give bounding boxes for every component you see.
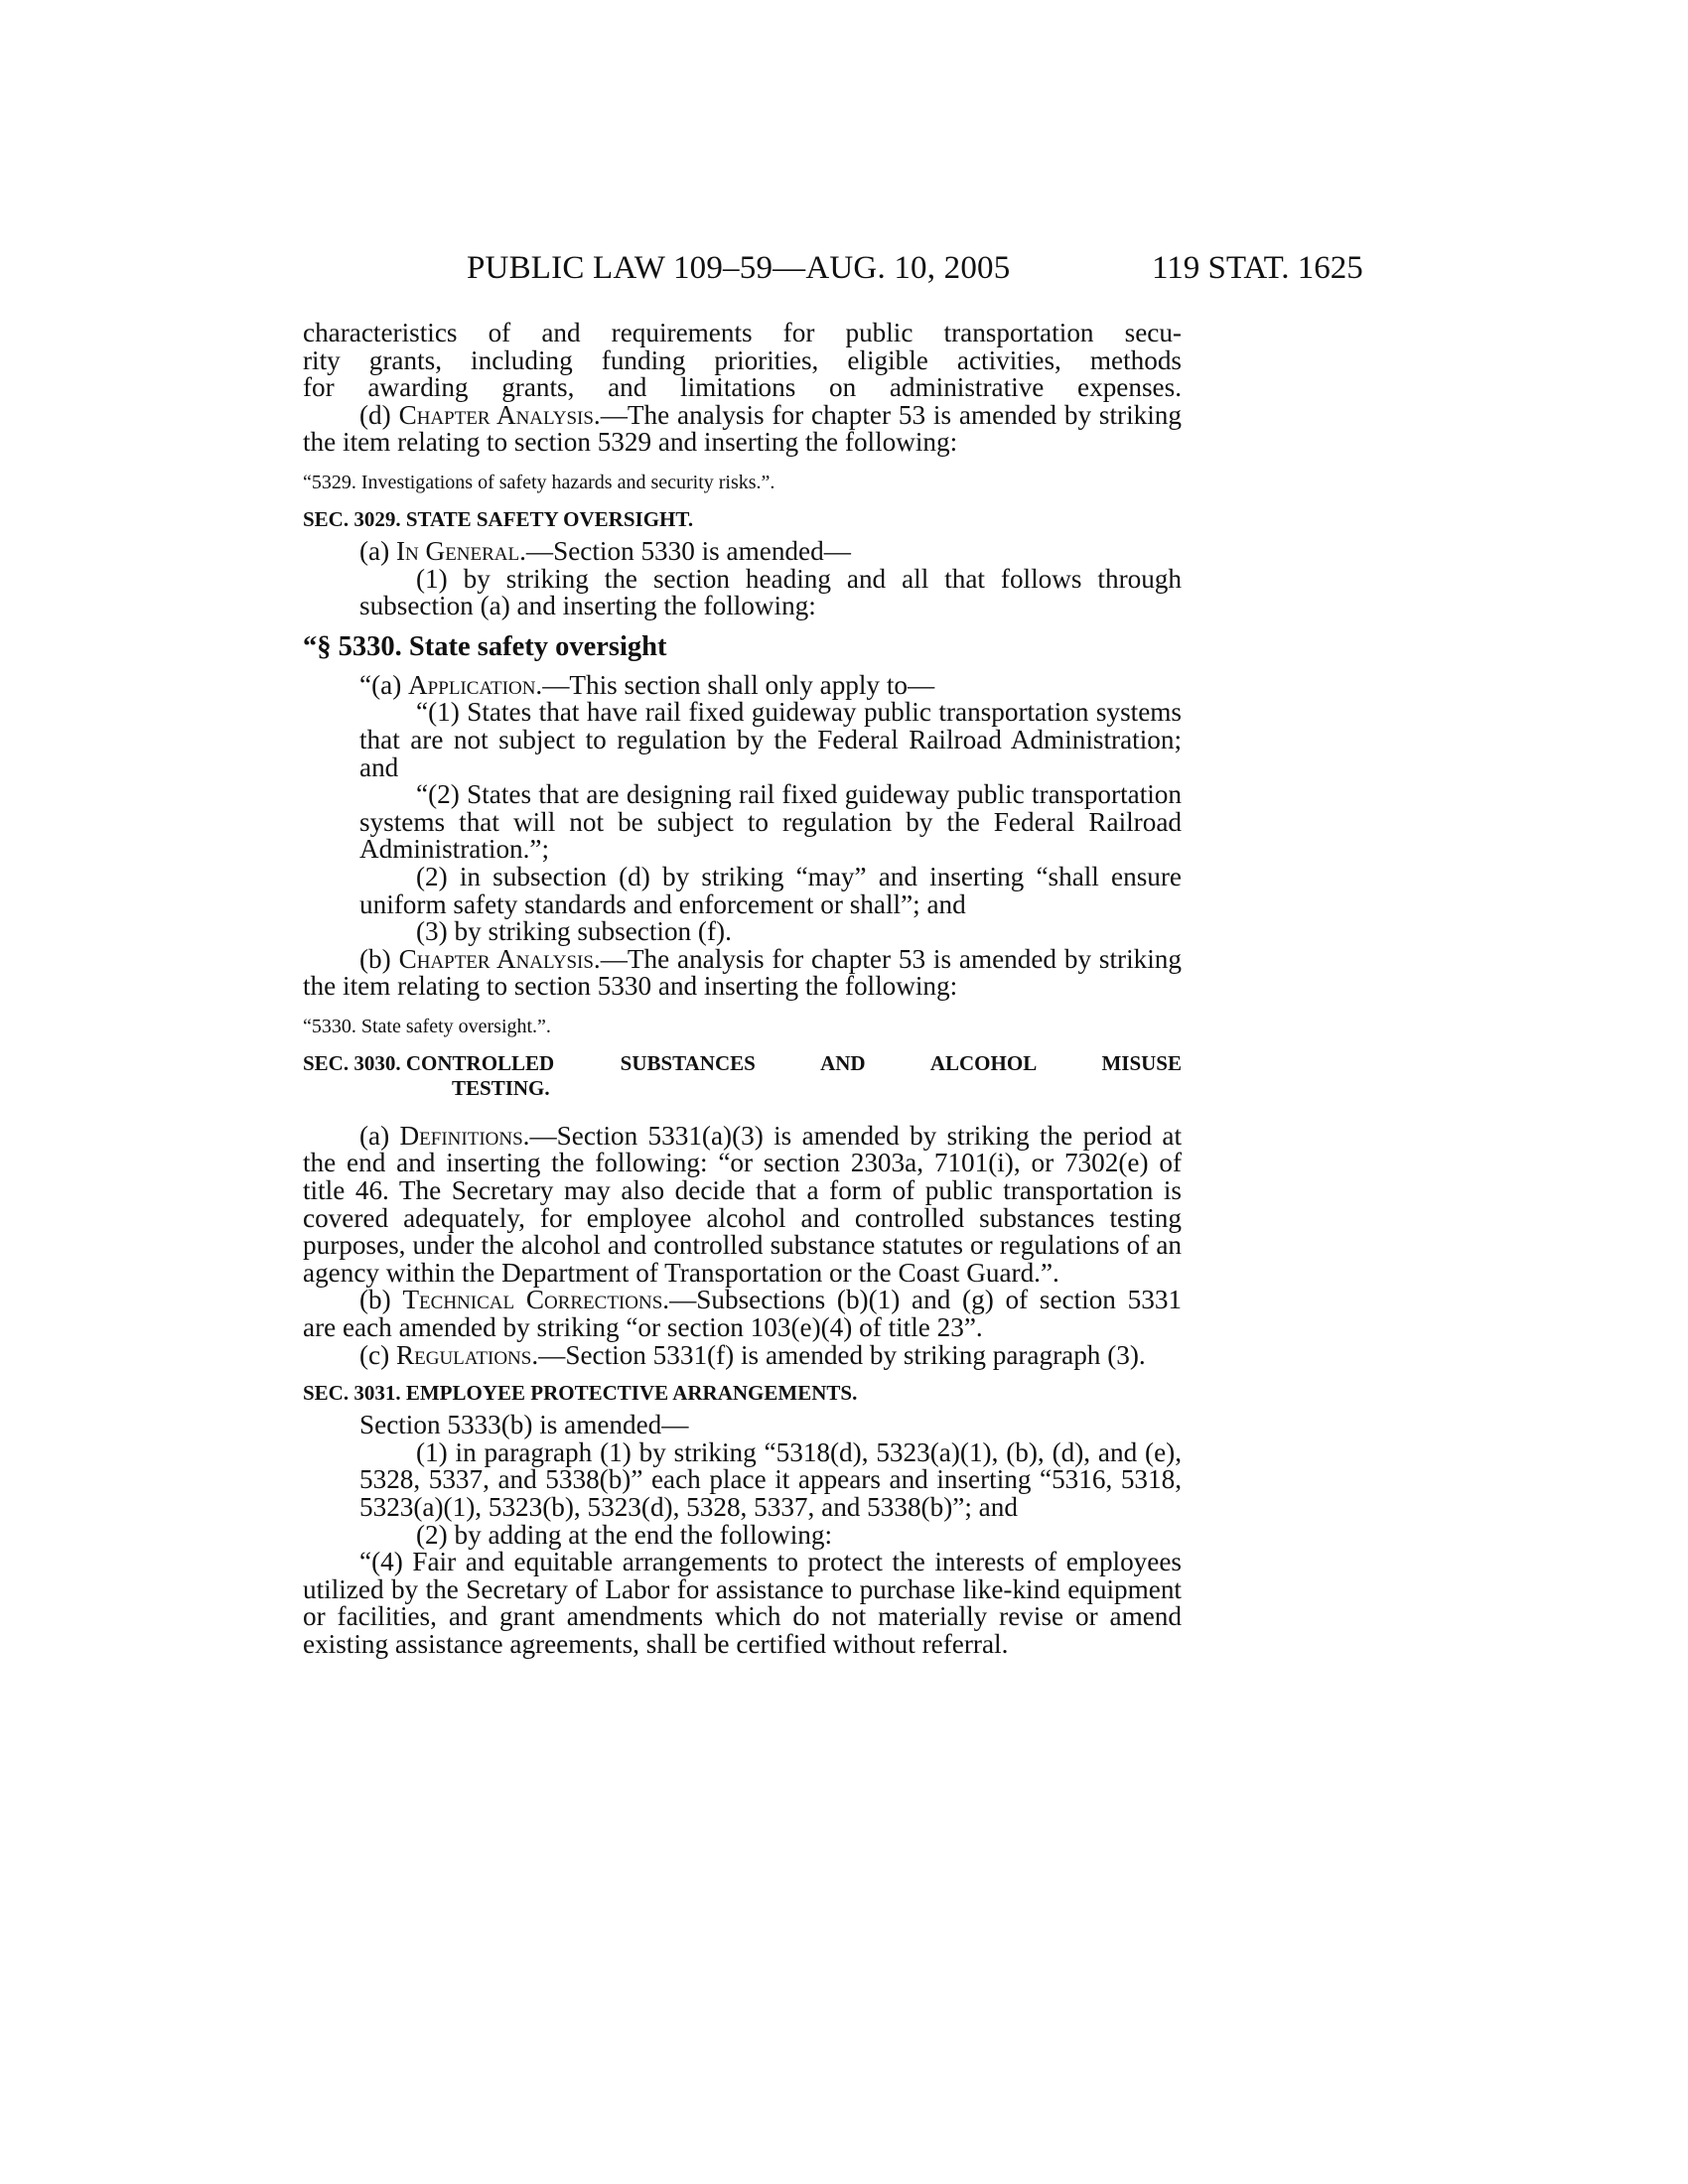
document-body bbox=[303, 320, 1182, 1659]
subsection-label: (c) bbox=[359, 1339, 396, 1370]
line: rity grants, including funding priorities, eligible activities, methods bbox=[303, 344, 1182, 375]
section-heading-3029: SEC. 3029. STATE SAFETY OVERSIGHT. bbox=[303, 506, 694, 531]
page-header bbox=[0, 250, 1688, 290]
subsection-label: (d) bbox=[359, 399, 399, 430]
subsection-label: “(a) bbox=[359, 669, 409, 700]
line: characteristics of and requirements for public transportation secu- bbox=[303, 318, 1182, 347]
quoted-paragraph-4: “(4) Fair and equitable arrangements to protect the interests of employees utilized by the Secretary of Labor for assistance to purchase like-kind equipment or facilities, and grant amendments which do not materially revise or amend existing assistance agreements, shall be certified without referral. bbox=[303, 1547, 1182, 1659]
subsection-heading: Definitions. bbox=[399, 1120, 530, 1151]
subsection-text: —Subsections (b)(1) and (g) of section 5331 are each amended by striking “or section 103(e)(4) of title 23”. bbox=[303, 1285, 1183, 1343]
paragraph-text: “(2) States that are designing rail fixed guideway public transportation systems that will not be subject to regulation by the Federal Railroad Administration.”; bbox=[359, 779, 1182, 865]
subsection-text: —The analysis for chapter 53 is amended by striking the item relating to section 5329 and inserting the following: bbox=[303, 399, 1182, 458]
paragraph-a1 bbox=[246, 563, 1182, 621]
section-heading-3030 bbox=[303, 1051, 1182, 1109]
quoted-paragraph-1 bbox=[303, 699, 1182, 781]
subsection-label: (a) bbox=[359, 535, 396, 566]
subsection-text: —Section 5331(f) is amended by striking paragraph (3). bbox=[538, 1339, 1146, 1370]
subsection-heading: Regulations. bbox=[395, 1339, 539, 1370]
section-number: SEC. 3030. bbox=[303, 1050, 406, 1075]
paragraph-text: (1) by striking the section heading and all that follows through subsection (a) and inserting the following: bbox=[359, 563, 1182, 621]
paragraph-a2 bbox=[303, 861, 1182, 919]
subsection-heading: Chapter Analysis. bbox=[398, 399, 601, 430]
section-5333-intro: Section 5333(b) is amended— bbox=[359, 1410, 689, 1440]
subsection-b bbox=[303, 943, 1182, 1002]
subsection-regulations bbox=[303, 1339, 1182, 1370]
subsection-a bbox=[303, 535, 1182, 566]
subsection-heading: Technical Corrections. bbox=[402, 1285, 670, 1315]
quoted-paragraph-2 bbox=[303, 781, 1182, 864]
quoted-section-heading-5330: “§ 5330. State safety oversight bbox=[303, 630, 667, 662]
paragraph-continuation bbox=[303, 320, 1182, 402]
paragraph-a3 bbox=[303, 918, 1182, 946]
subsection-label: (b) bbox=[359, 1285, 403, 1315]
section-title-continued: TESTING. bbox=[452, 1075, 550, 1100]
paragraph-text: (2) in subsection (d) by striking “may” and inserting “shall ensure uniform safety standards and enforcement or shall”; and bbox=[359, 861, 1182, 919]
subsection-d bbox=[303, 399, 1182, 458]
subsection-technical-corrections bbox=[303, 1287, 1182, 1341]
quoted-subsection-application bbox=[303, 669, 1182, 700]
subsection-heading: Application. bbox=[408, 669, 543, 700]
subsection-heading: In General. bbox=[395, 535, 526, 566]
subsection-text: —The analysis for chapter 53 is amended by striking the item relating to section 5330 and inserting the following: bbox=[303, 943, 1182, 1002]
paragraph-text: “(1) States that have rail fixed guideway public transportation systems that are not subject to regulation by the Federal Railroad Administration; and bbox=[359, 697, 1182, 782]
running-head: PUBLIC LAW 109–59—AUG. 10, 2005 bbox=[467, 250, 1011, 286]
table-item-5329: “5329. Investigations of safety hazards and security risks.”. bbox=[303, 471, 775, 493]
section-title: CONTROLLED SUBSTANCES AND ALCOHOL MISUSE bbox=[405, 1050, 1182, 1075]
paragraph-5333-2 bbox=[303, 1519, 1182, 1550]
page-citation: 119 STAT. 1625 bbox=[1152, 250, 1363, 286]
paragraph-text: (1) in paragraph (1) by striking “5318(d), 5323(a)(1), (b), (d), and (e), 5328, 5337, and 5338(b)” each place it appears and inserting “5316, 5318, 5323(a)(1), 5323(b), 5323(d), 5328, 5337, and 5338(b)”; and bbox=[359, 1436, 1182, 1522]
subsection-definitions bbox=[303, 1120, 1182, 1288]
section-heading-3031: SEC. 3031. EMPLOYEE PROTECTIVE ARRANGEMENTS. bbox=[303, 1381, 858, 1406]
subsection-heading: Chapter Analysis. bbox=[398, 943, 601, 974]
subsection-text: —This section shall only apply to— bbox=[542, 669, 935, 700]
table-item-5330: “5330. State safety oversight.”. bbox=[303, 1015, 551, 1037]
subsection-label: (a) bbox=[359, 1120, 400, 1151]
subsection-text: —Section 5330 is amended— bbox=[525, 535, 851, 566]
subsection-text: —Section 5331(a)(3) is amended by striking the period at the end and inserting the following: “or section 2303a, 7101(i), or 7302(e) of title 46. The Secretary may also decide that a form of public transportation is covered adequately, for employee alcohol and controlled substances testing purposes, under the alcohol and controlled substance statutes or regulations of an agency within the Department of Transportation or the Coast Guard.”. bbox=[303, 1120, 1182, 1288]
subsection-label: (b) bbox=[359, 943, 399, 974]
line: for awarding grants, and limitations on administrative expenses. bbox=[303, 372, 1182, 403]
paragraph-text: (3) by striking subsection (f). bbox=[416, 916, 732, 947]
paragraph-text: (2) by adding at the end the following: bbox=[416, 1519, 833, 1550]
paragraph-5333-1 bbox=[303, 1436, 1182, 1522]
